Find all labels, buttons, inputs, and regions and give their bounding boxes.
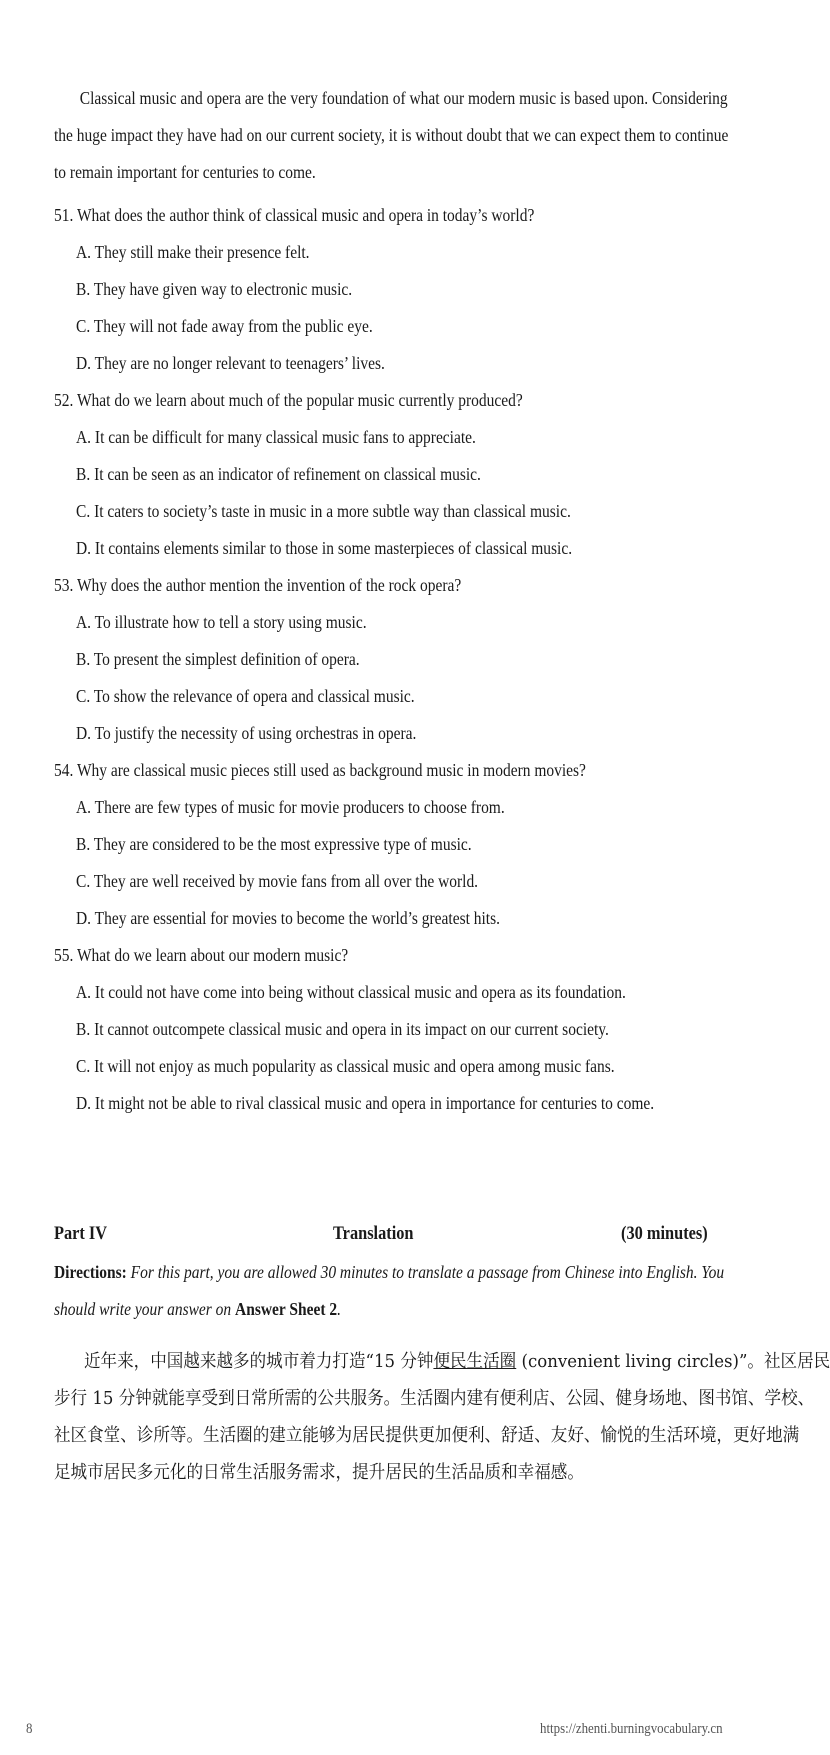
- part-label: Part IV: [54, 1223, 108, 1244]
- page-number: 8: [26, 1721, 33, 1737]
- chinese-passage-line-4: 足城市居民多元化的日常生活服务需求，提升居民的生活品质和幸福感。: [54, 1462, 584, 1483]
- directions-text-2: should write your answer on: [54, 1299, 236, 1319]
- question-54-option-d[interactable]: D. They are essential for movies to become the world’s greatest hits.: [76, 908, 501, 928]
- question-53-option-c[interactable]: C. To show the relevance of opera and classical music.: [76, 686, 415, 706]
- question-53-stem: 53. Why does the author mention the invention of the rock opera?: [54, 575, 462, 595]
- directions-period: .: [337, 1299, 341, 1319]
- question-55-option-c[interactable]: C. It will not enjoy as much popularity as classical music and opera among music fans.: [76, 1056, 615, 1076]
- question-54-stem: 54. Why are classical music pieces still used as background music in modern movies?: [54, 760, 586, 780]
- question-55-option-b[interactable]: B. It cannot outcompete classical music and opera in its impact on our current society.: [76, 1019, 609, 1039]
- directions-line-2: [54, 1299, 341, 1320]
- question-53-option-a[interactable]: A. To illustrate how to tell a story using music.: [76, 612, 367, 632]
- underlined-term: 便民生活圈: [433, 1351, 517, 1372]
- question-53-option-d[interactable]: D. To justify the necessity of using orchestras in opera.: [76, 723, 417, 743]
- question-52-option-d[interactable]: D. It contains elements similar to those in some masterpieces of classical music.: [76, 538, 573, 558]
- chinese-text: (convenient living circles)”。社区居民: [516, 1351, 830, 1372]
- passage-line: Classical music and opera are the very foundation of what our modern music is based upon. Considering: [79, 88, 728, 108]
- question-55-option-d[interactable]: D. It might not be able to rival classical music and opera in importance for centuries to come.: [76, 1093, 655, 1113]
- passage-line: to remain important for centuries to come.: [54, 162, 316, 182]
- question-54-option-b[interactable]: B. They are considered to be the most expressive type of music.: [76, 834, 472, 854]
- chinese-passage-line-2: 步行 15 分钟就能享受到日常所需的公共服务。生活圈内建有便利店、公园、健身场地、图书馆、学校、: [54, 1388, 815, 1409]
- question-51-stem: 51. What does the author think of classical music and opera in today’s world?: [54, 205, 535, 225]
- question-51-option-b[interactable]: B. They have given way to electronic music.: [76, 279, 353, 299]
- section-title: Translation: [333, 1223, 414, 1244]
- question-52-option-c[interactable]: C. It caters to society’s taste in music in a more subtle way than classical music.: [76, 501, 571, 521]
- question-55-stem: 55. What do we learn about our modern music?: [54, 945, 349, 965]
- question-53-option-b[interactable]: B. To present the simplest definition of opera.: [76, 649, 360, 669]
- question-52-option-a[interactable]: A. It can be difficult for many classical music fans to appreciate.: [76, 427, 476, 447]
- directions-label: Directions:: [54, 1262, 127, 1282]
- footer-url[interactable]: https://zhenti.burningvocabulary.cn: [540, 1721, 723, 1737]
- question-54-option-a[interactable]: A. There are few types of music for movie producers to choose from.: [76, 797, 505, 817]
- question-51-option-a[interactable]: A. They still make their presence felt.: [76, 242, 310, 262]
- question-52-option-b[interactable]: B. It can be seen as an indicator of refinement on classical music.: [76, 464, 481, 484]
- time-limit: (30 minutes): [621, 1223, 708, 1244]
- directions-text: For this part, you are allowed 30 minutes to translate a passage from Chinese into English. You: [130, 1262, 725, 1282]
- question-54-option-c[interactable]: C. They are well received by movie fans from all over the world.: [76, 871, 479, 891]
- passage-conclusion: [54, 80, 729, 191]
- question-51-option-c[interactable]: C. They will not fade away from the public eye.: [76, 316, 373, 336]
- directions: [54, 1262, 724, 1283]
- question-52-stem: 52. What do we learn about much of the popular music currently produced?: [54, 390, 523, 410]
- question-55-option-a[interactable]: A. It could not have come into being without classical music and opera as its foundation.: [76, 982, 626, 1002]
- chinese-passage-line-1: [84, 1347, 830, 1373]
- chinese-passage-line-3: 社区食堂、诊所等。生活圈的建立能够为居民提供更加便利、舒适、友好、愉悦的生活环境，更好地满: [54, 1425, 800, 1446]
- passage-line: the huge impact they have had on our current society, it is without doubt that we can expect them to continue: [54, 125, 729, 145]
- answer-sheet-label: Answer Sheet 2: [235, 1299, 338, 1319]
- question-51-option-d[interactable]: D. They are no longer relevant to teenagers’ lives.: [76, 353, 385, 373]
- chinese-text: 近年来，中国越来越多的城市着力打造“15 分钟: [84, 1351, 434, 1372]
